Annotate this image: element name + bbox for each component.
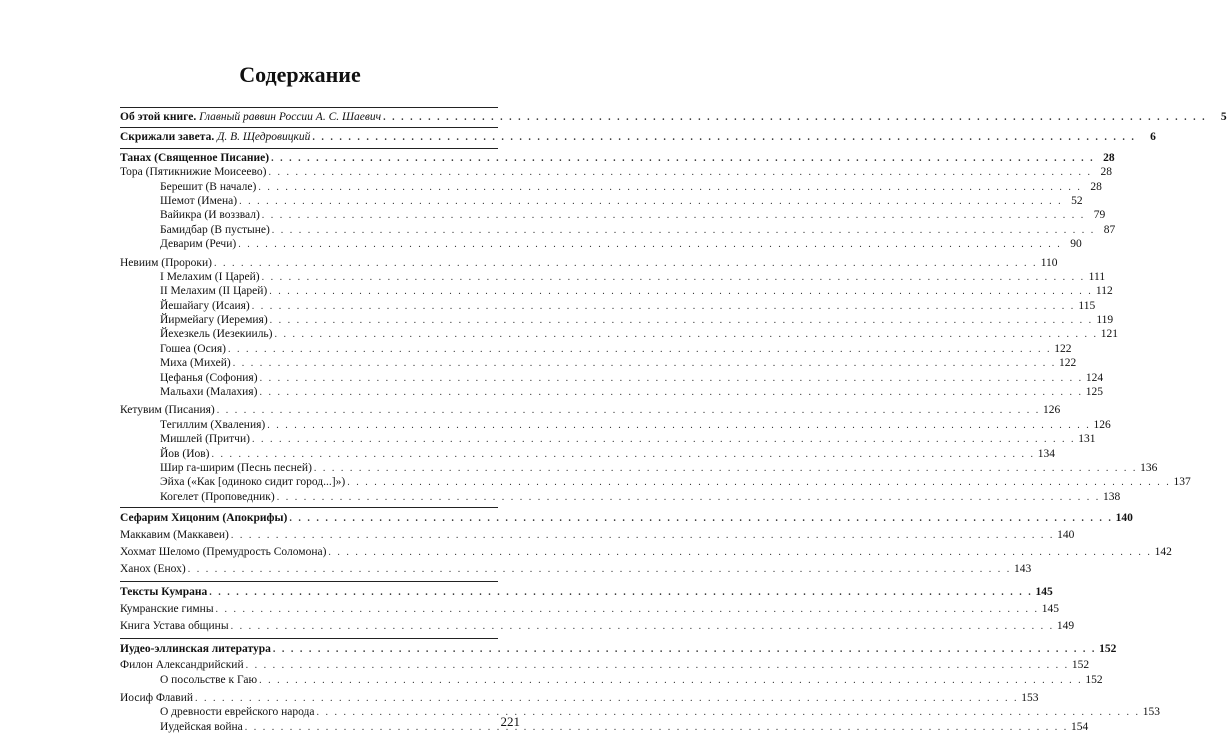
- toc-entry-title: Мальахи (Малахия): [160, 386, 258, 399]
- leader-dots: [273, 641, 1097, 658]
- toc-entry-title: Книга Устава общины: [120, 620, 229, 633]
- page-number: 221: [500, 714, 520, 729]
- toc-entry: [120, 284, 1113, 298]
- toc-entry-title: Об этой книге.: [120, 111, 197, 123]
- toc-entry-author: Д. В. Щедровицкий: [217, 131, 311, 144]
- toc-section: [120, 148, 1191, 507]
- toc-heading: [120, 510, 1133, 527]
- toc-entry-label: [160, 194, 237, 208]
- toc-page-number: 124: [1085, 371, 1104, 384]
- leader-dots: [238, 238, 1062, 252]
- toc-entry-label: [160, 720, 243, 734]
- leader-dots: [275, 328, 1099, 342]
- toc-page-number: 112: [1095, 285, 1113, 298]
- toc-entry-title: Берешит (В начале): [160, 180, 257, 193]
- toc-entry: [120, 371, 1104, 385]
- toc-entry: [120, 208, 1106, 222]
- toc-page-number: 87: [1103, 223, 1116, 236]
- toc-entry-title: Шемот (Имена): [160, 194, 238, 207]
- toc-entry: [120, 475, 1191, 489]
- toc-page-number: 119: [1096, 314, 1114, 327]
- leader-dots: [217, 404, 1041, 418]
- leader-dots: [252, 300, 1076, 314]
- toc-entry-title: Танах (Священное Писание): [120, 151, 270, 164]
- toc-entry-title: Маккавим (Маккавеи): [120, 529, 229, 542]
- toc-page-number: 134: [1037, 447, 1056, 460]
- leader-dots: [289, 510, 1113, 527]
- toc-entry: [120, 299, 1096, 313]
- toc-entry-label: [120, 151, 269, 165]
- toc-entry-title: Вайикра (И воззвал): [160, 209, 260, 222]
- leader-dots: [272, 224, 1096, 238]
- leader-dots: [188, 561, 1012, 578]
- leader-dots: [270, 314, 1094, 328]
- toc-entry-title: Тексты Кумрана: [120, 586, 208, 599]
- toc-entry-title: Тегиллим (Хваления): [160, 418, 266, 431]
- toc-section: [120, 127, 1156, 147]
- toc-page-number: 153: [1142, 706, 1161, 719]
- toc-entry: [120, 342, 1072, 356]
- leader-dots: [239, 195, 1063, 209]
- toc-entry-label: [160, 299, 250, 313]
- leader-dots: [259, 674, 1083, 688]
- toc-page-number: 152: [1071, 659, 1090, 672]
- toc-entry-label: [160, 327, 273, 341]
- toc-entry-title: Йирмейагу (Иеремия): [160, 314, 268, 327]
- toc-entry-label: [120, 658, 244, 672]
- toc-entry: [120, 237, 1082, 251]
- toc-entry: [120, 432, 1096, 446]
- toc-entry-label: [160, 180, 256, 194]
- leader-dots: [231, 618, 1055, 635]
- toc-entry: [120, 461, 1158, 475]
- toc-page-number: 140: [1115, 512, 1133, 525]
- toc-entry: [120, 403, 1061, 417]
- toc-entry-title: Кетувим (Писания): [120, 404, 215, 417]
- toc-entry-author: Главный раввин России А. С. Шаевич: [199, 111, 382, 123]
- toc-entry-title: Миха (Михей): [160, 357, 231, 370]
- toc-page-number: 137: [1173, 476, 1191, 489]
- leader-dots: [258, 181, 1082, 195]
- toc-section: [120, 107, 1227, 127]
- toc-heading: [120, 584, 1053, 601]
- toc-entry-label: [160, 673, 257, 687]
- toc-entry: [120, 313, 1114, 327]
- toc-entry-title: Когелет (Проповедник): [160, 490, 275, 503]
- leader-dots: [268, 166, 1092, 180]
- toc-page-number: 152: [1085, 673, 1103, 686]
- toc-heading: [120, 151, 1115, 165]
- toc-page-number: 136: [1140, 461, 1158, 474]
- toc-entry: [120, 223, 1116, 237]
- toc-page-number: 152: [1099, 643, 1117, 656]
- leader-dots: [269, 285, 1093, 299]
- toc-entry-label: [160, 418, 265, 432]
- toc-entry-title: Иудео-эллинская литература: [120, 643, 271, 656]
- toc-entry-label: [160, 385, 257, 399]
- toc-page-number: 126: [1093, 418, 1111, 431]
- toc-page-number: 79: [1093, 209, 1106, 222]
- leader-dots: [271, 152, 1095, 166]
- toc-entry-title: Йехезкель (Иезекииль): [160, 328, 273, 341]
- toc-page-number: 122: [1054, 342, 1072, 355]
- toc-entry: [120, 194, 1083, 208]
- toc-entry-label: [120, 618, 229, 635]
- toc-entry-label: [160, 270, 260, 284]
- leader-dots: [383, 111, 1207, 125]
- toc-section: [120, 581, 1075, 638]
- toc-entry-label: [120, 641, 271, 658]
- leader-dots: [277, 491, 1101, 505]
- leader-dots: [252, 433, 1076, 447]
- toc-entry: [120, 618, 1075, 635]
- toc-entry: [120, 165, 1112, 179]
- toc-page-number: 115: [1078, 299, 1096, 312]
- toc-entry-label: [160, 208, 260, 222]
- toc-page-number: 126: [1043, 404, 1061, 417]
- leader-dots: [245, 721, 1069, 735]
- leader-dots: [314, 462, 1138, 476]
- toc-entry-label: [120, 561, 186, 578]
- toc-entry-label: [160, 313, 268, 327]
- toc-entry-title: Хохмат Шеломо (Премудрость Соломона): [120, 546, 327, 559]
- toc-entry-title: Эйха («Как [одиноко сидит город...]»): [160, 476, 346, 489]
- toc-entry-title: Цефанья (Софония): [160, 371, 258, 384]
- toc-entry-label: [120, 130, 310, 144]
- toc-page-number: 140: [1057, 529, 1075, 542]
- toc-entry-label: [120, 584, 207, 601]
- toc-entry-title: Иудейская война: [160, 720, 243, 733]
- toc-entry: [120, 544, 1172, 561]
- toc-entry: [120, 385, 1103, 399]
- toc-entry: [120, 601, 1060, 618]
- toc-entry-title: Ханох (Енох): [120, 563, 186, 576]
- toc-entry: [120, 673, 1103, 687]
- toc-entry-label: [160, 475, 345, 489]
- toc-entry-title: Кумранские гимны: [120, 603, 214, 616]
- toc-section: [120, 507, 1172, 581]
- toc-page-number: 125: [1085, 386, 1103, 399]
- toc-entry-title: Бамидбар (В пустыне): [160, 223, 270, 236]
- leader-dots: [231, 527, 1055, 544]
- toc-entry: [120, 327, 1119, 341]
- toc-entry-label: [120, 256, 212, 270]
- toc-page-number: 28: [1100, 166, 1112, 179]
- toc-page-number: 122: [1058, 357, 1077, 370]
- toc-entry: [120, 691, 1039, 705]
- toc-entry: [120, 705, 1161, 719]
- toc-entry: [120, 490, 1121, 504]
- toc-entry-title: Шир га-ширим (Песнь песней): [160, 461, 312, 474]
- leader-dots: [228, 343, 1052, 357]
- leader-dots: [328, 544, 1152, 561]
- toc-entry-label: [120, 510, 287, 527]
- leader-dots: [214, 257, 1038, 271]
- toc-page-number: 153: [1021, 691, 1039, 704]
- toc-page-number: 28: [1103, 151, 1115, 164]
- toc-entry-label: [120, 165, 266, 179]
- toc-entry-title: Скрижали завета.: [120, 131, 215, 144]
- toc-page-number: 142: [1154, 546, 1172, 559]
- leader-dots: [312, 131, 1136, 145]
- toc-entry: [120, 658, 1090, 672]
- toc-entry-title: О древности еврейского народа: [160, 706, 315, 719]
- toc-page-number: 5: [1220, 111, 1227, 123]
- toc-entry: [120, 270, 1106, 284]
- toc-entry-label: [160, 371, 258, 385]
- toc-page-number: 143: [1013, 563, 1032, 576]
- leader-dots: [262, 271, 1086, 285]
- toc-entry-label: [120, 691, 193, 705]
- toc-entry: [120, 447, 1056, 461]
- toc-entry: [120, 356, 1077, 370]
- leader-dots: [317, 706, 1141, 720]
- toc-entry-title: II Мелахим (II Царей): [160, 285, 268, 298]
- toc-entry-label: [160, 356, 231, 370]
- toc-entry: [120, 180, 1102, 194]
- page-title: Содержание: [239, 62, 361, 87]
- toc-entry-title: Йов (Иов): [160, 447, 210, 460]
- toc-entry-label: [120, 544, 326, 561]
- toc-entry: [120, 527, 1075, 544]
- toc-heading: [120, 110, 1227, 124]
- toc-entry-label: [160, 705, 315, 719]
- toc-entry-label: [160, 432, 250, 446]
- toc-entry-title: Йешайагу (Исаия): [160, 299, 250, 312]
- leader-dots: [246, 659, 1070, 673]
- toc-entry-title: Невиим (Пророки): [120, 256, 213, 269]
- toc-entry: [120, 418, 1111, 432]
- toc-heading: [120, 641, 1117, 658]
- toc-page-number: 6: [1150, 131, 1156, 144]
- toc-entry-title: О посольстве к Гаю: [160, 673, 258, 686]
- toc-page-number: 149: [1056, 620, 1075, 633]
- toc-entry-label: [160, 342, 226, 356]
- toc-page-number: 154: [1071, 720, 1089, 733]
- toc-entry-title: Деварим (Речи): [160, 238, 237, 251]
- toc-entry-label: [160, 223, 270, 237]
- leader-dots: [262, 209, 1086, 223]
- toc-entry-label: [120, 601, 214, 618]
- toc-entry-label: [120, 527, 229, 544]
- toc-entry-label: [120, 403, 215, 417]
- toc-entry-label: [120, 110, 381, 124]
- toc-entry-label: [160, 461, 312, 475]
- toc-entry-title: Тора (Пятикнижие Моисеево): [120, 166, 267, 179]
- leader-dots: [216, 601, 1040, 618]
- leader-dots: [212, 448, 1036, 462]
- leader-dots: [233, 357, 1057, 371]
- toc-entry-title: Иосиф Флавий: [120, 691, 194, 704]
- toc-page-number: 110: [1040, 256, 1058, 269]
- toc-entry-title: Филон Александрийский: [120, 659, 244, 672]
- toc-page-number: 121: [1100, 328, 1119, 341]
- toc-entry-title: Гошеа (Осия): [160, 342, 226, 355]
- toc-entry: [120, 256, 1058, 270]
- toc-entry-label: [160, 237, 236, 251]
- toc-page-number: 28: [1090, 180, 1102, 193]
- leader-dots: [260, 372, 1084, 386]
- toc-entry: [120, 561, 1032, 578]
- toc-page-number: 145: [1041, 603, 1060, 616]
- toc-page-number: 90: [1070, 238, 1082, 251]
- toc-entry-label: [160, 490, 275, 504]
- leader-dots: [347, 476, 1171, 490]
- toc-page-number: 131: [1078, 433, 1096, 446]
- toc-page-number: 52: [1071, 194, 1083, 207]
- toc-entry-title: I Мелахим (I Царей): [160, 270, 260, 283]
- toc-entry-label: [160, 284, 267, 298]
- toc-entry-title: Мишлей (Притчи): [160, 433, 250, 446]
- leader-dots: [259, 386, 1083, 400]
- leader-dots: [195, 692, 1019, 706]
- toc-entry-title: Сефарим Хицоним (Апокрифы): [120, 512, 288, 525]
- toc-page-number: 145: [1035, 586, 1053, 599]
- leader-dots: [267, 419, 1091, 433]
- toc-page-number: 111: [1088, 270, 1106, 283]
- toc-entry-label: [160, 447, 210, 461]
- leader-dots: [209, 584, 1033, 601]
- toc-page-number: 138: [1102, 490, 1121, 503]
- toc-heading: [120, 130, 1156, 144]
